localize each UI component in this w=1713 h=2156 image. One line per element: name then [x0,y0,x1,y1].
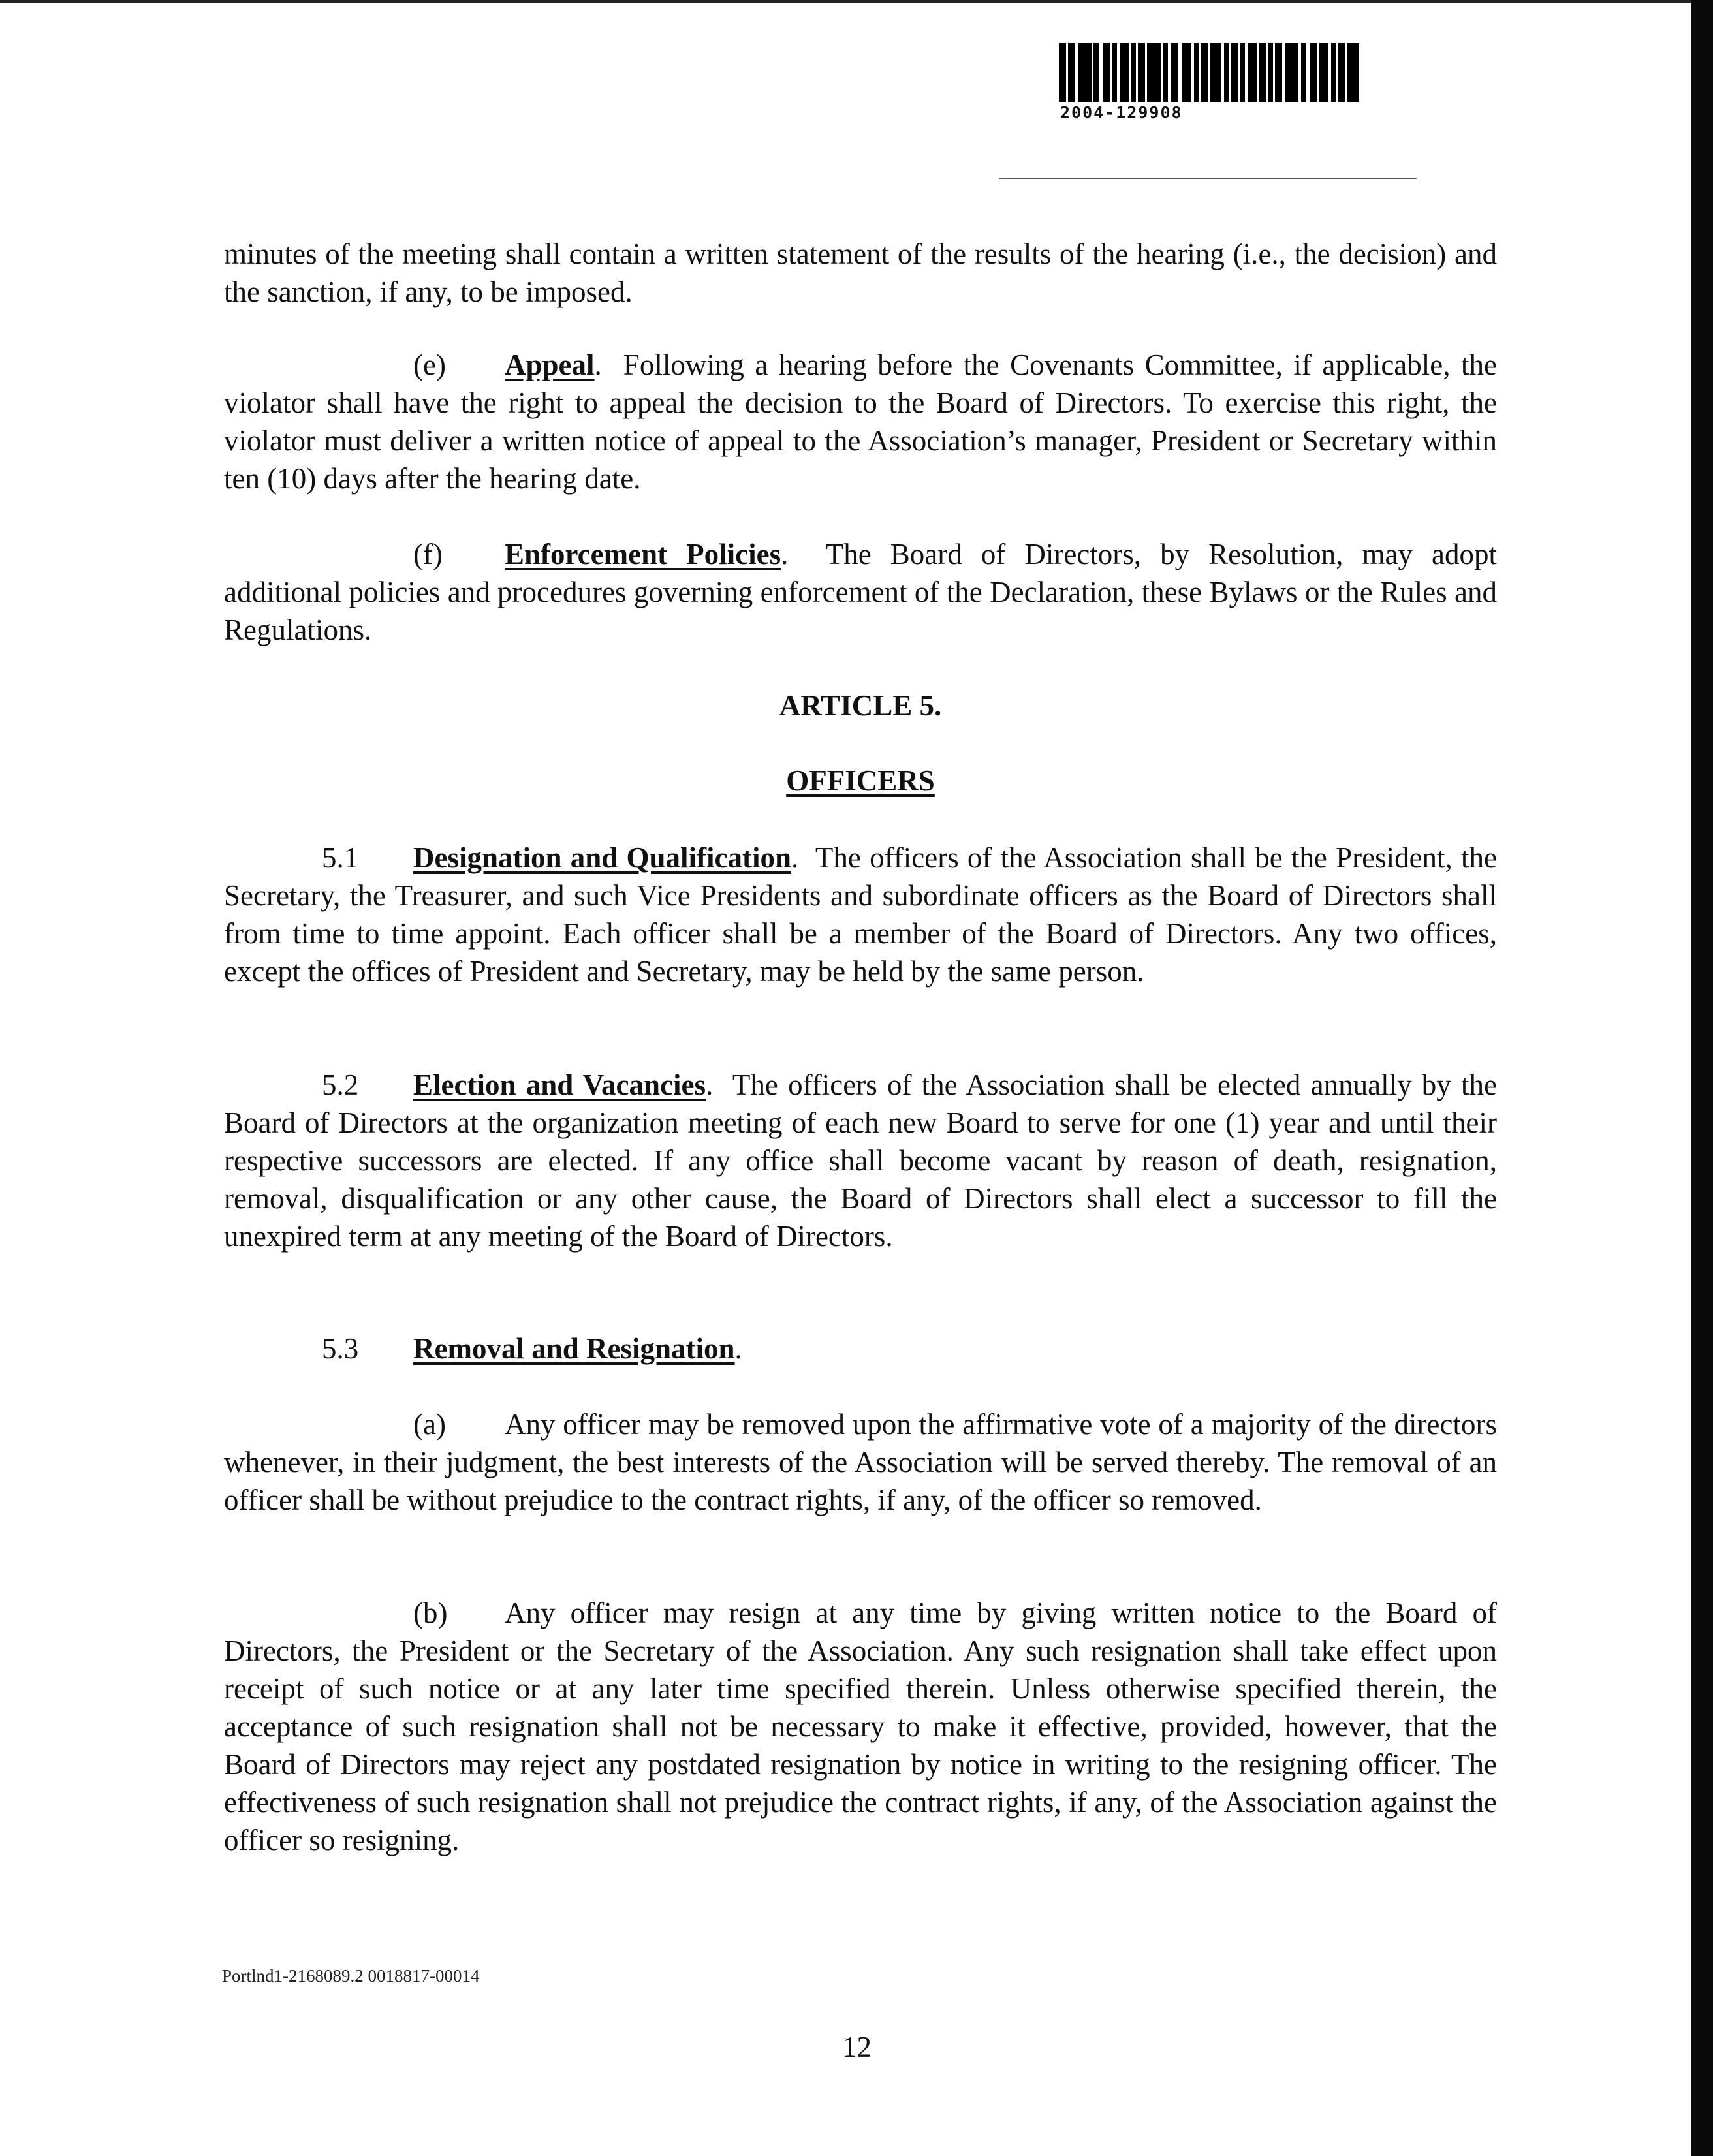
section-5-3-a [224,1405,1497,1519]
barcode-bar [1275,43,1282,102]
barcode-bar [1268,43,1273,102]
scan-edge-right [1691,0,1713,2156]
barcode-bar [1224,43,1229,102]
barcode-bar [1171,43,1178,102]
section-5-3-number: 5.3 [322,1332,359,1365]
barcode-bar [1182,43,1191,102]
barcode-bar [1059,43,1066,102]
barcode-bar [1078,43,1092,102]
barcode-bar [1138,43,1145,102]
paragraph-f-heading: Enforcement Policies [505,538,781,570]
paragraph-f-letter: (f) [413,538,443,570]
barcode-gap [1178,43,1182,102]
barcode-bar [1331,43,1336,102]
recording-rule-line [999,178,1417,179]
section-5-1: 5.1 Designation and Qualification. The officers of the Association shall be the President, the Secretary, the Treasurer, and such Vice Presidents and subordinate officers as the Board of Directors shall from time to time appoint. Each officer shall be a member of the Board of Directors. Any two offices, except the offices of President and Secretary, may be held by the same person. [224,839,1497,990]
barcode-bar [1093,43,1098,102]
barcode-gap [1099,43,1103,102]
section-5-3-a-letter: (a) [413,1408,446,1441]
section-5-3-a-text: Any officer may be removed upon the affirmative vote of a majority of the directors whenever, in their judgment, the best interests of the Association will be served thereby. The removal of an officer shall be without prejudice to the contract rights, if any, of the officer so removed. [224,1408,1497,1516]
paragraph-e-appeal: (e) Appeal. Following a hearing before the Covenants Committee, if applicable, the violator shall have the right to appeal the decision to the Board of Directors. To exercise this right, the violator must deliver a written notice of appeal to the Association’s manager, President or Secretary within ten (10) days after the hearing date. [224,346,1497,497]
article-subtitle: OFFICERS [786,764,935,797]
barcode-bar [1248,43,1257,102]
barcode-bar [1103,43,1110,102]
article-title: ARTICLE 5. [779,689,942,722]
section-5-3-heading: Removal and Resignation [413,1332,735,1365]
paragraph-e-letter: (e) [413,349,446,381]
barcode-bar [1240,43,1245,102]
barcode-bar [1310,43,1317,102]
paragraph-intro-text: minutes of the meeting shall contain a written statement of the results of the hearing (i.e., the decision) and the sanction, if any, to be imposed. [224,238,1497,308]
barcode-bar [1201,43,1208,102]
page-number: 12 [842,2031,872,2063]
barcode-bar [1068,43,1075,102]
barcode-graphic [1059,43,1359,102]
barcode-bar [1131,43,1135,102]
section-5-2: 5.2 Election and Vacancies. The officers of the Association shall be elected annually by the Board of Directors at the organization meeting of each new Board to serve for one (1) year and until their respective successors are elected. If any office shall become vacant by reason of death, resignation, removal, disqualification or any other cause, the Board of Directors shall elect a successor to fill the unexpired term at any meeting of the Board of Directors. [224,1066,1497,1255]
barcode-bar [1194,43,1199,102]
barcode-bar [1112,43,1117,102]
scan-edge-top [0,0,1713,3]
barcode-bar [1259,43,1266,102]
section-5-2-heading: Election and Vacancies [413,1069,706,1101]
section-5-2-number: 5.2 [322,1069,359,1101]
barcode-bar [1163,43,1168,102]
paragraph-e-heading: Appeal [505,349,595,381]
section-5-3-b-text: Any officer may resign at any time by giving written notice to the Board of Directors, the President or the Secretary of the Association. Any such resignation shall take effect upon receipt of such notice or at any later time specified therein. Unless otherwise specified therein, the acceptance of such resignation shall not be necessary to make it effective, provided, however, that the Board of Directors may reject any postdated resignation by notice in writing to the resigning officer. The effectiveness of such resignation shall not prejudice the contract rights, if any, of the Association against the officer so resigning. [224,1597,1497,1856]
paragraph-f-text: The Board of Directors, by Resolution, may adopt additional policies and procedures governing enforcement of the Declaration, these Bylaws or the Rules and Regulations. [224,538,1498,646]
barcode-bar [1347,43,1359,102]
barcode-bar [1285,43,1298,102]
section-5-3-b [224,1594,1497,1859]
section-5-3-b-letter: (b) [413,1597,448,1629]
barcode-gap [1306,43,1310,102]
barcode-bar [1231,43,1238,102]
section-5-2-text: The officers of the Association shall be elected annually by the Board of Directors at the organization meeting of each new Board to serve for one (1) year and until their respective successors are elected. If any office shall become vacant by reason of death, resignation, removal, disqualification or any other cause, the Board of Directors shall elect a successor to fill the unexpired term at any meeting of the Board of Directors. [224,1069,1498,1253]
barcode-bar [1120,43,1129,102]
paragraph-e-text: Following a hearing before the Covenants Committee, if applicable, the violator shall have the right to appeal the decision to the Board of Directors. To exercise this right, the violator must deliver a written notice of appeal to the Association’s manager, President or Secretary within ten (10) days after the hearing date. [224,349,1497,495]
barcode-number: 2004-129908 [1060,103,1183,122]
section-5-1-heading: Designation and Qualification [413,841,792,874]
footer-document-id: Portlnd1-2168089.2 0018817-00014 [222,1966,480,1986]
section-5-1-number: 5.1 [322,841,359,874]
paragraph-intro [224,235,1497,311]
barcode-bar [1147,43,1161,102]
barcode-bar [1319,43,1328,102]
barcode-bar [1210,43,1222,102]
section-5-3: 5.3 Removal and Resignation. [224,1330,1497,1367]
paragraph-f-enforcement: (f) Enforcement Policies. The Board of Directors, by Resolution, may adopt additional policies and procedures governing enforcement of the Declaration, these Bylaws or the Rules and Regulations. [224,535,1497,649]
barcode-bar [1338,43,1345,102]
barcode-bar [1301,43,1306,102]
section-5-1-text: The officers of the Association shall be the President, the Secretary, the Treasurer, and such Vice Presidents and subordinate officers as the Board of Directors shall from time to time appoint. Each officer shall be a member of the Board of Directors. Any two offices, except the offices of President and Secretary, may be held by the same person. [224,841,1498,988]
